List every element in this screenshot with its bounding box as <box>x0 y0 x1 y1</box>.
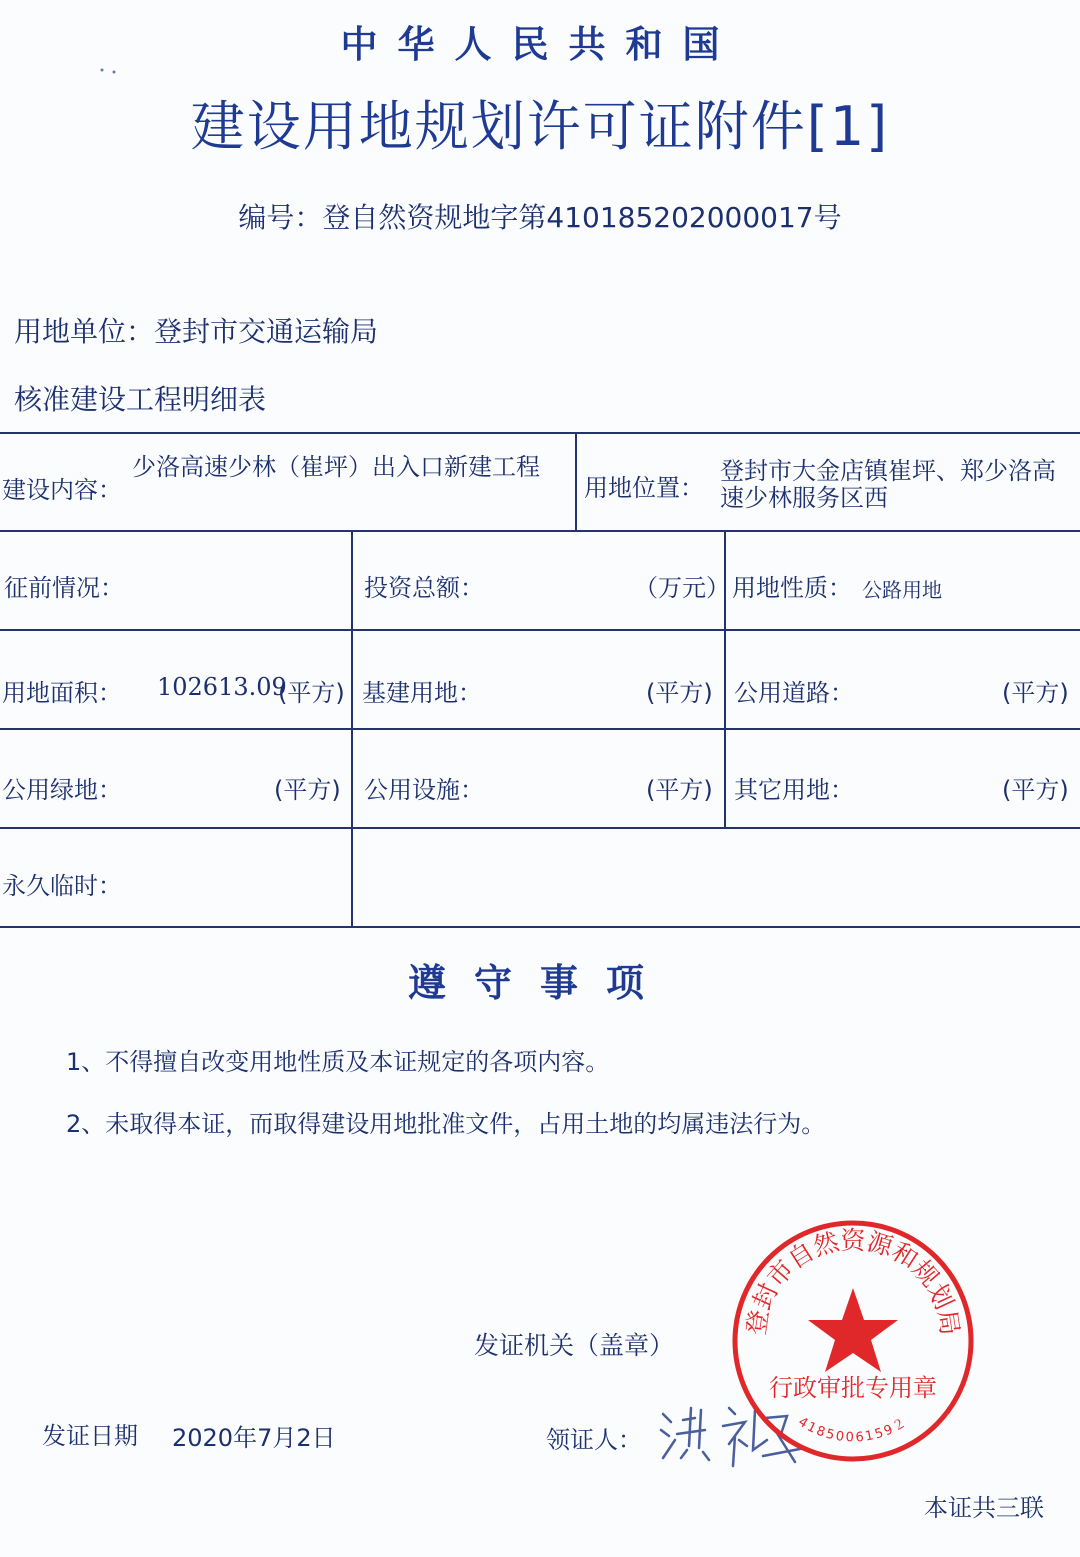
road-unit: (平方) <box>1002 679 1069 707</box>
green-unit: (平方) <box>274 776 341 804</box>
seal-dept-text: 行政审批专用章 <box>769 1374 937 1402</box>
other-label: 其它用地： <box>734 776 854 804</box>
scan-speck-icon <box>96 60 126 80</box>
facility-label: 公用设施： <box>364 776 484 804</box>
land-unit <box>14 310 378 350</box>
area-value: 102613.09 <box>157 673 287 701</box>
country-name: 中华人民共和国 <box>340 23 740 66</box>
table-rule <box>0 629 1080 631</box>
table-rule <box>0 728 1080 730</box>
land-unit-value: 登封市交通运输局 <box>154 315 379 348</box>
table-rule <box>0 827 1080 829</box>
area-label: 用地面积： <box>2 679 122 707</box>
rule-2: 2、未取得本证，而取得建设用地批准文件，占用土地的均属违法行为。 <box>66 1110 826 1138</box>
table-title: 核准建设工程明细表 <box>14 383 267 416</box>
issue-date-value: 2020年7月2日 <box>172 1424 336 1452</box>
table-rule <box>0 432 1080 434</box>
area-unit: (平方) <box>278 679 345 707</box>
official-seal-icon <box>728 1216 978 1466</box>
nature-value: 公路用地 <box>862 578 942 602</box>
seal-code-text: 4185006159２ <box>795 1414 911 1446</box>
facility-unit: (平方) <box>646 776 713 804</box>
issuer-label: 发证机关（盖章） <box>474 1331 675 1360</box>
table-divider <box>575 432 577 530</box>
notice-title: 遵守事项 <box>407 961 672 1005</box>
rule-1: 1、不得擅自改变用地性质及本证规定的各项内容。 <box>66 1048 610 1076</box>
nature-label: 用地性质： <box>732 574 852 602</box>
serial-number: 编号：登自然资规地字第410185202000017号 <box>238 201 842 234</box>
table-rule <box>0 926 1080 928</box>
green-label: 公用绿地： <box>2 776 122 804</box>
invest-label: 投资总额： <box>364 574 484 602</box>
location-label: 用地位置： <box>584 474 704 502</box>
infra-unit: (平方) <box>646 679 713 707</box>
document-title: 建设用地规划许可证附件[1] <box>190 95 890 158</box>
seal-org-text: 登封市自然资源和规划局 <box>741 1225 965 1338</box>
issue-date-label: 发证日期 <box>42 1422 138 1450</box>
other-unit: (平方) <box>1002 776 1069 804</box>
table-rule <box>0 530 1080 532</box>
road-label: 公用道路： <box>734 679 854 707</box>
prior-label: 征前情况： <box>4 574 124 602</box>
copies-note: 本证共三联 <box>924 1494 1044 1522</box>
infra-label: 基建用地： <box>362 679 482 707</box>
invest-unit: （万元） <box>634 574 730 602</box>
content-value: 少洛高速少林（崔坪）出入口新建工程 <box>132 453 540 481</box>
land-unit-label: 用地单位： <box>14 315 155 348</box>
recipient-label: 领证人： <box>546 1426 642 1454</box>
content-label: 建设内容： <box>2 476 122 504</box>
location-value: 登封市大金店镇崔坪、郑少洛高速少林服务区西 <box>720 457 1056 512</box>
table-divider <box>351 530 353 926</box>
term-label: 永久临时： <box>2 872 122 900</box>
